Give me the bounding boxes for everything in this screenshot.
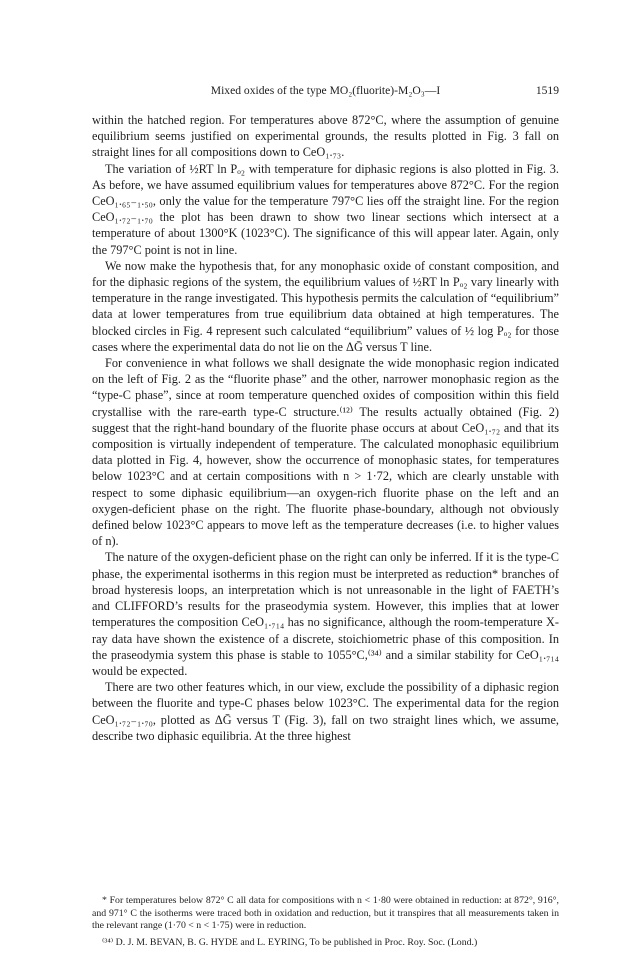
page-number: 1519 — [535, 84, 559, 97]
body-text — [92, 112, 559, 744]
running-header — [92, 84, 559, 102]
paragraph: For convenience in what follows we shall designate the wide monophasic region indicated on the left of Fig. 2 as the “fluorite phase” and the other, narrower monophasic region as the “type-C phase”, since at room temperature quenched oxides of composition within this field crystallise with the rare-earth type-C structure.⁽¹²⁾ The results actually obtained (Fig. 2) suggest that the right-hand boundary of the fluorite phase occurs at about CeO₁.₇₂ and that its composition is virtually independent of temperature. The calculated monophasic equilibrium data plotted in Fig. 4, however, show the occurrence of monophasic states, for temperatures below 1023°C and at certain compositions with n > 1·72, which are clearly unstable with respect to some diphasic equilibrium—an oxygen-rich fluorite phase on the left and an oxygen-deficient phase on the right. The fluorite phase-boundary, although not obviously defined below 1023°C appears to move left as the temperature decreases (i.e. to higher values of n). — [92, 356, 559, 549]
running-title: Mixed oxides of the type MO₂(fluorite)-M₂O₃—I — [210, 84, 441, 97]
paragraph: within the hatched region. For temperatures above 872°C, where the assumption of genuine equilibrium seems justified on experimental grounds, the results plotted in Fig. 3 fall on straight lines for all compositions down to CeO₁.₇₃. — [92, 113, 559, 160]
footnote: * For temperatures below 872° C all data for compositions with n < 1·80 were obtained in reduction: at 872°, 916°, and 971° C the isotherms were traced both in oxidation and reduction, but it transpires that all measurements taken in the relevant range (1·70 < n < 1·75) were in reduction. — [92, 895, 559, 932]
paragraph: There are two other features which, in our view, exclude the possibility of a diphasic region between the fluorite and type-C phases below 1023°C. The experimental data for the region CeO₁.₇₂₋₁.₇₀, plotted as ΔḠ versus T (Fig. 3), fall on two straight lines which, we assume, describe two diphasic equilibria. At the three highest — [92, 680, 559, 743]
reference-footnote: ⁽³⁴⁾ D. J. M. BEVAN, B. G. HYDE and L. EYRING, To be published in Proc. Roy. Soc. (Lond.) — [102, 936, 478, 948]
footnotes — [92, 895, 559, 953]
paragraph: We now make the hypothesis that, for any monophasic oxide of constant composition, and for the diphasic regions of the system, the equilibrium values of ½RT ln Pₒ₂ vary linearly with temperature in the range investigated. This hypothesis permits the calculation of “equilibrium” data at lower temperatures from true equilibrium data obtained at high temperatures. The blocked circles in Fig. 4 represent such calculated “equilibrium” values of ½ log Pₒ₂ for those cases where the experimental data do not lie on the ΔḠ versus T line. — [92, 258, 559, 354]
paragraph: The variation of ½RT ln Pₒ₂ with temperature for diphasic regions is also plotted in Fig. 3. As before, we have assumed equilibrium values for temperatures above 872°C. For the region CeO₁.₆₅₋₁.₅₀, only the value for the temperature 797°C lies off the straight line. For the region CeO₁.₇₂₋₁.₇₀ the plot has been drawn to show two linear sections which intersect at a temperature of about 1300°K (1023°C). The significance of this will appear later. Again, only the 797°C point is not in line. — [92, 161, 559, 257]
paragraph: The nature of the oxygen-deficient phase on the right can only be inferred. If it is the type-C phase, the experimental isotherms in this region must be interpreted as reduction* branches of broad hysteresis loops, an interpretation which is not unreasonable in the light of FAETH’s and CLIFFORD’s results for the praseodymia system. However, this implies that at lower temperatures the composition CeO₁.₇₁₄ has no significance, although the room-temperature X-ray data have shown the existence of a discrete, stoichiometric phase of this composition. In the praseodymia system this phase is stable to 1055°C,⁽³⁴⁾ and a similar stability for CeO₁.₇₁₄ would be expected. — [92, 550, 559, 678]
